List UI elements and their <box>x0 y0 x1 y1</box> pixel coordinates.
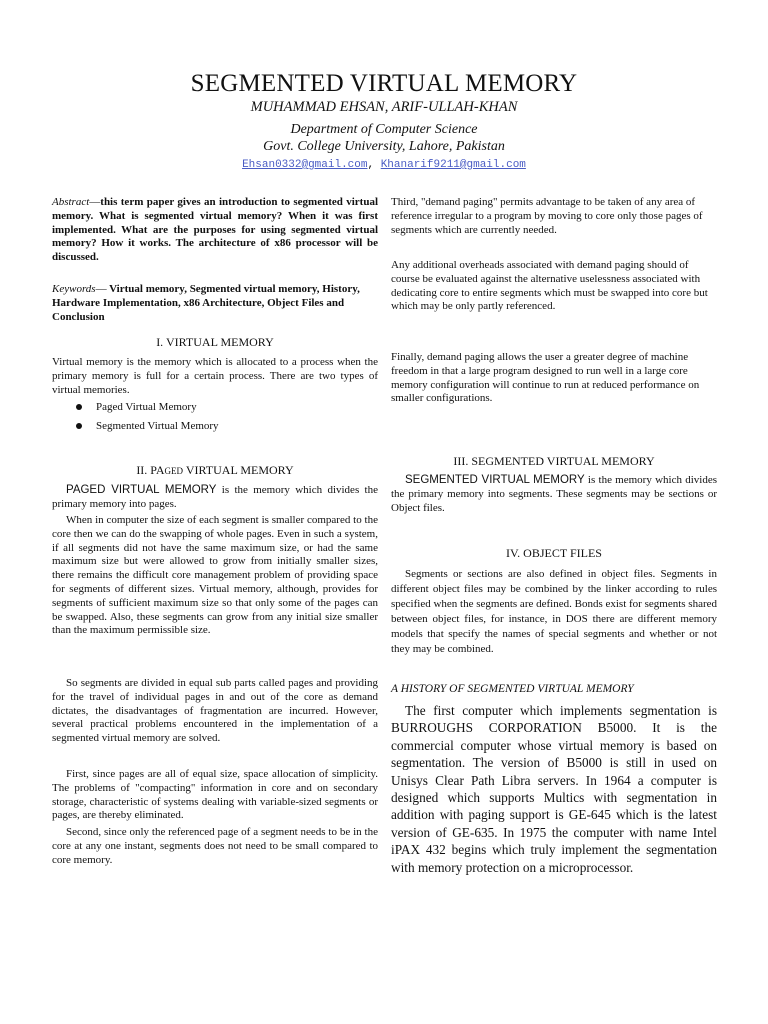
authors: MUHAMMAD EHSAN, ARIF-ULLAH-KHAN <box>250 99 518 115</box>
paged-memory-paragraph-1 <box>52 484 378 512</box>
virtual-memory-types-list <box>52 398 378 436</box>
university: Govt. College University, Lahore, Pakistan <box>263 139 505 154</box>
paged-memory-rest: is the memory which divides the primary memory into pages. <box>52 484 378 510</box>
segmented-memory-lead: SEGMENTED VIRTUAL MEMORY <box>405 474 585 486</box>
email-link-ehsan[interactable]: Ehsan0332@gmail.com <box>242 159 368 171</box>
list-item <box>52 417 378 436</box>
paged-memory-lead: PAGED VIRTUAL MEMORY <box>66 484 217 496</box>
bullet-icon <box>76 404 82 410</box>
history-paragraph: The first computer which implements segmentation is BURROUGHS CORPORATION B5000. It is the commercial computer whose virtual memory is based on segmentation. The version of B5000 is still in used on Unisys Clear Path Libra servers. In 1964 a computer is designed which supports Multics with segmentation in addition with paging support is GE-645 which is the latest version of GE-635. In 1975 the computer with name Intel iPAX 432 begins which truly implement the segmentation with memory protection on a microprocessor. <box>391 703 717 875</box>
list-item-label: Paged Virtual Memory <box>96 401 197 413</box>
keywords-text: Virtual memory, Segmented virtual memory, History, Hardware Implementation, x86 Architecture, Object Files and Conclusion <box>52 283 360 323</box>
demand-paging-paragraph-3: Finally, demand paging allows the user a greater degree of machine freedom in that a large program designed to run well in a large core memory configuration will continue to run at reduced performance on smaller configurations. <box>391 351 700 405</box>
list-item-label: Segmented Virtual Memory <box>96 420 219 432</box>
object-files-paragraph: Segments or sections are also defined in object files. Segments in different object files may be combined by the linker according to rules specified when the segments are defined. Bonds exist for segments shared between object files, for instance, in DOS there are different memory models that specify the names of special segments and whether or not they may be combined. <box>391 568 717 655</box>
paged-memory-paragraph-5: Second, since only the referenced page of a segment needs to be in the core at any one instant, segments does not need to be small compared to core memory. <box>52 826 378 866</box>
segmented-memory-paragraph <box>391 474 717 515</box>
paged-memory-paragraph-4: First, since pages are all of equal size, space allocation of simplicity. The problems of "compacting" information in core and on secondary storage, characteristic of systems dealing with variable-sized segments or pages, are thereby eliminated. <box>52 768 378 822</box>
list-item <box>52 398 378 417</box>
virtual-memory-paragraph: Virtual memory is the memory which is allocated to a process when the primary memory is full for a certain process. There are two types of virtual memories. <box>52 356 378 396</box>
email-link-khan[interactable]: Khanarif9211@gmail.com <box>380 159 526 171</box>
email-line <box>0 159 768 171</box>
abstract-text: this term paper gives an introduction to segmented virtual memory. What is segmented virtual memory? When it was first implemented. What are the purposes for using segmented virtual memory? How it works. The architecture of x86 processor will be discussed. <box>52 196 378 264</box>
heading-part: II. PA <box>136 463 165 477</box>
heading-smallcaps-part: GED <box>164 466 184 476</box>
bullet-icon <box>76 423 82 429</box>
demand-paging-paragraph-2: Any additional overheads associated with demand paging should of course be evaluated against the alternative uselessness associated with dedicating core to entire segments which must be swapped into core but which may be only partly referenced. <box>391 259 708 313</box>
page-title: SEGMENTED VIRTUAL MEMORY <box>190 70 578 97</box>
segmented-memory-rest: is the memory which divides the primary memory into segments. These segments may be sections or Object files. <box>391 474 717 514</box>
demand-paging-paragraph-1: Third, "demand paging" permits advantage to be taken of any area of reference irregular to a program by moving to core only those pages of segments which are currently needed. <box>391 196 703 236</box>
abstract-dash: — <box>89 196 101 208</box>
section-heading-object-files: IV. OBJECT FILES <box>506 546 602 560</box>
subsection-heading-history: A HISTORY OF SEGMENTED VIRTUAL MEMORY <box>391 683 634 695</box>
keywords-label: Keywords <box>52 283 96 295</box>
department: Department of Computer Science <box>290 122 478 137</box>
abstract <box>52 196 378 265</box>
paged-memory-paragraph-3: So segments are divided in equal sub parts called pages and providing for the travel of individual pages in and out of the core as demand dictates, the disadvantages of fragmentation are incurred. However, several practical problems encountered in the implementation of a segmented virtual memory are solved. <box>52 677 378 745</box>
email-separator: , <box>367 159 381 171</box>
abstract-label: Abstract <box>52 196 90 208</box>
heading-part: VIRTUAL MEMORY <box>183 463 294 477</box>
keywords-dash: — <box>95 283 107 295</box>
section-heading-virtual-memory: I. VIRTUAL MEMORY <box>156 335 274 349</box>
section-heading-segmented-virtual-memory: III. SEGMENTED VIRTUAL MEMORY <box>453 454 655 468</box>
paged-memory-paragraph-2: When in computer the size of each segment is smaller compared to the core then we can do the swapping of whole pages. Even in such a system, if all segments did not have the same maximum size, or had the same maximum size but were allowed to grow from initially smaller sizes, there remains the difficult core management problem of providing space for segments of different sizes. Virtual memory, although, provides for segments of sufficient maximum size so that only some of the pages can be swapped. Also, these segments can grow from any initial size smaller than the maximum permissible size. <box>52 514 378 637</box>
section-heading-paged-virtual-memory <box>52 464 378 479</box>
keywords <box>52 283 362 324</box>
